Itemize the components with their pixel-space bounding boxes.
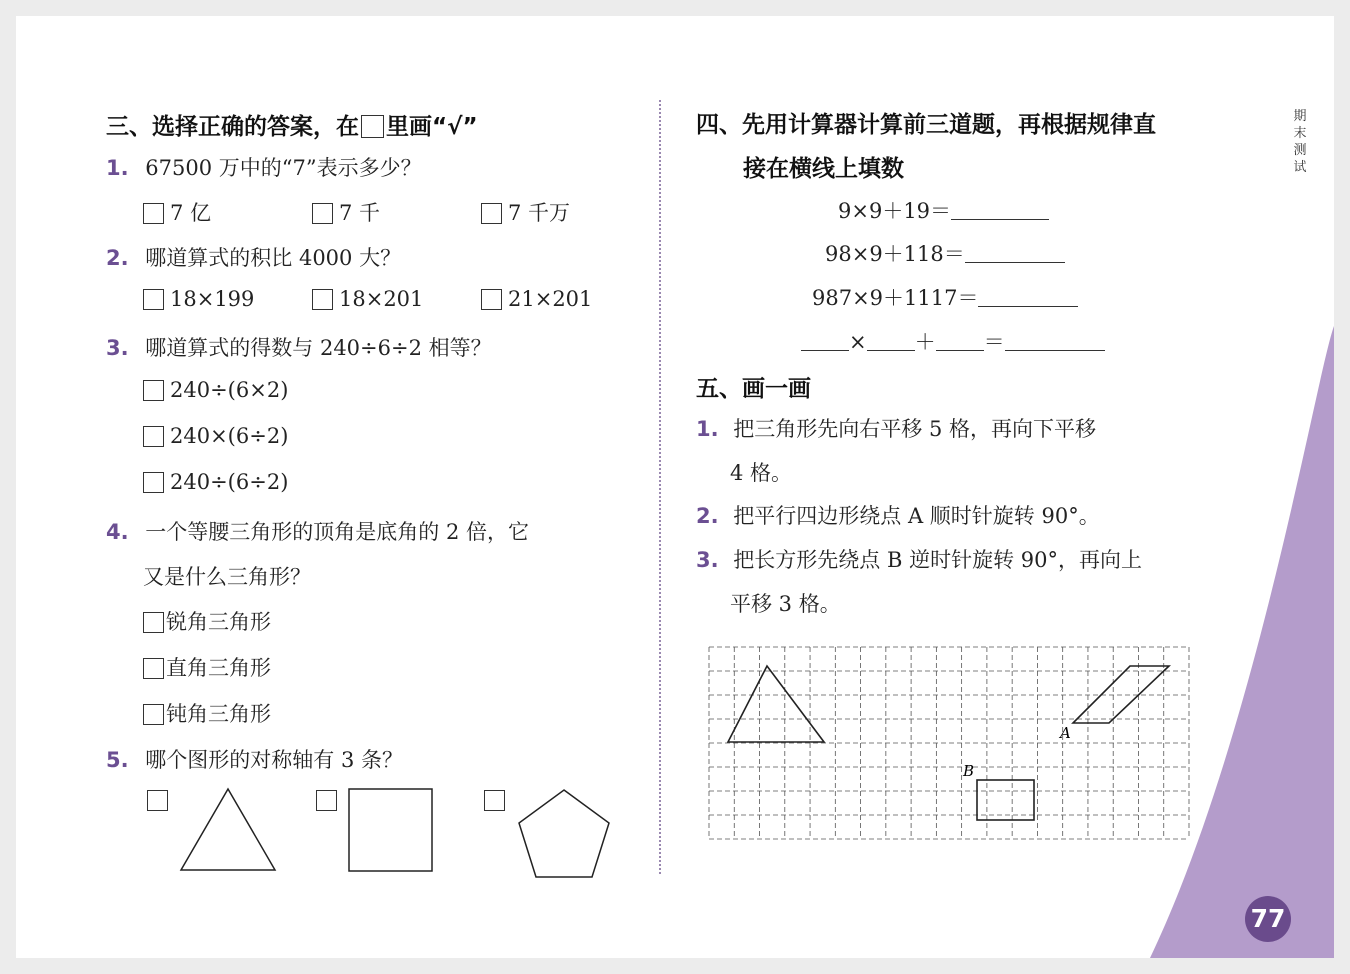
question-number: 2. xyxy=(106,246,129,270)
checkbox[interactable] xyxy=(143,704,164,725)
q2-option-b[interactable]: 18×201 xyxy=(312,287,423,311)
question-text: 一个等腰三角形的顶角是底角的 2 倍，它 xyxy=(145,520,529,544)
column-divider xyxy=(659,100,665,874)
q3-option-c[interactable]: 240÷(6÷2) xyxy=(143,470,288,494)
parallelogram-shape xyxy=(1073,666,1169,723)
draw-item-1-line2: 4 格。 xyxy=(730,461,793,485)
checkbox[interactable] xyxy=(143,472,164,493)
rectangle-shape xyxy=(977,780,1034,820)
sample-checkbox-icon xyxy=(361,115,384,138)
q4-option-b[interactable]: 直角三角形 xyxy=(143,652,271,682)
section4-title-line2: 接在横线上填数 xyxy=(743,156,904,182)
point-b-label: B xyxy=(963,762,975,780)
q5-checkbox-b[interactable] xyxy=(316,790,337,811)
worksheet-page xyxy=(16,16,1334,958)
draw-item-1: 1. 把三角形先向右平移 5 格，再向下平移 xyxy=(696,417,1096,441)
checkbox[interactable] xyxy=(143,203,164,224)
question-text: 哪道算式的积比 4000 大？ xyxy=(145,246,402,270)
question-number: 5. xyxy=(106,748,129,772)
checkbox[interactable] xyxy=(481,289,502,310)
q4-option-a[interactable]: 锐角三角形 xyxy=(143,606,271,636)
q5-checkbox-a[interactable] xyxy=(147,790,168,811)
section4-title: 四、先用计算器计算前三道题，再根据规律直 xyxy=(696,112,1156,138)
answer-blank[interactable] xyxy=(951,201,1049,220)
side-tab-label: 期末测试 xyxy=(1293,109,1307,175)
draw-item-2: 2. 把平行四边形绕点 A 顺时针旋转 90°。 xyxy=(696,504,1100,528)
section5-title: 五、画一画 xyxy=(696,376,811,402)
q2-option-c[interactable]: 21×201 xyxy=(481,287,592,311)
point-a-label: A xyxy=(1060,724,1071,742)
checkbox[interactable] xyxy=(143,289,164,310)
question-number: 1. xyxy=(106,156,129,180)
checkbox[interactable] xyxy=(143,380,164,401)
question-number: 4. xyxy=(106,520,129,544)
blank-4[interactable] xyxy=(1005,332,1105,351)
q1-option-a[interactable]: 7 亿 xyxy=(143,197,211,227)
question-text: 哪道算式的得数与 240÷6÷2 相等？ xyxy=(145,336,492,360)
draw-item-3: 3. 把长方形先绕点 B 逆时针旋转 90°，再向上 xyxy=(696,548,1142,572)
blank-2[interactable] xyxy=(867,332,915,351)
q1-option-b[interactable]: 7 千 xyxy=(312,197,380,227)
question-text: 哪个图形的对称轴有 3 条？ xyxy=(145,748,403,772)
checkbox[interactable] xyxy=(143,658,164,679)
question-1 xyxy=(106,152,422,182)
checkbox[interactable] xyxy=(312,289,333,310)
q3-option-a[interactable]: 240÷(6×2) xyxy=(143,378,288,402)
equation-3: 987×9＋1117＝ xyxy=(812,282,1078,312)
triangle-shape xyxy=(728,666,824,742)
question-text: 67500 万中的“7”表示多少？ xyxy=(145,156,422,180)
question-5 xyxy=(106,744,403,774)
equation-1: 9×9＋19＝ xyxy=(838,195,1049,225)
checkbox[interactable] xyxy=(312,203,333,224)
drawing-grid[interactable] xyxy=(706,644,1192,842)
blank-1[interactable] xyxy=(801,332,849,351)
q2-option-a[interactable]: 18×199 xyxy=(143,287,254,311)
checkbox[interactable] xyxy=(481,203,502,224)
section3-title: 三、选择正确的答案，在 里画“√” xyxy=(106,114,478,140)
q3-option-b[interactable]: 240×(6÷2) xyxy=(143,424,288,448)
page-number: 77 xyxy=(1245,896,1291,942)
question-3 xyxy=(106,332,492,362)
q4-option-c[interactable]: 钝角三角形 xyxy=(143,698,271,728)
checkbox[interactable] xyxy=(143,612,164,633)
pentagon-icon xyxy=(514,786,614,881)
question-4 xyxy=(106,516,529,546)
draw-item-3-line2: 平移 3 格。 xyxy=(730,592,841,616)
answer-blank[interactable] xyxy=(978,288,1078,307)
blank-3[interactable] xyxy=(936,332,984,351)
question-4-line2: 又是什么三角形？ xyxy=(143,565,311,589)
square-icon xyxy=(346,786,436,874)
equation-2: 98×9＋118＝ xyxy=(825,238,1065,268)
question-2 xyxy=(106,242,401,272)
q5-checkbox-c[interactable] xyxy=(484,790,505,811)
q1-option-c[interactable]: 7 千万 xyxy=(481,197,570,227)
triangle-icon xyxy=(176,784,280,874)
equation-pattern: × ＋ ＝ xyxy=(801,326,1105,356)
answer-blank[interactable] xyxy=(965,244,1065,263)
checkbox[interactable] xyxy=(143,426,164,447)
question-number: 3. xyxy=(106,336,129,360)
